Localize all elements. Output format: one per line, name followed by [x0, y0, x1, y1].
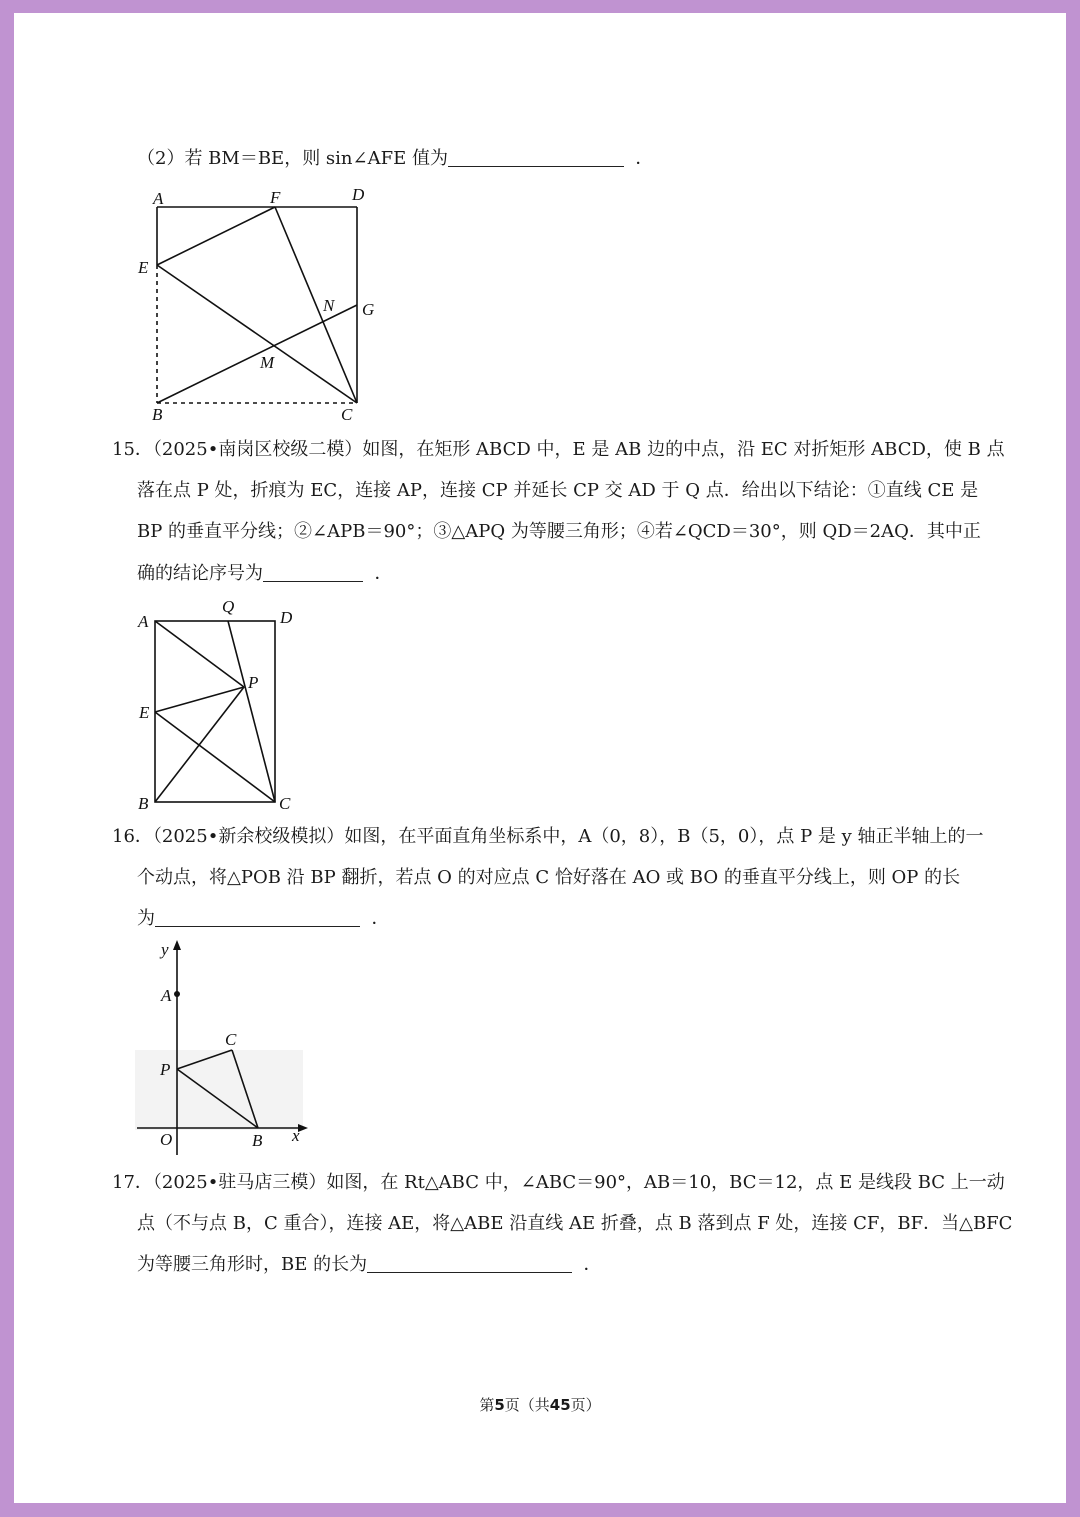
q16-period: ． — [371, 908, 390, 929]
label-A: A — [138, 612, 149, 631]
q17-line1: 17．（2025•驻马店三模）如图，在 Rt△ABC 中，∠ABC＝90°，AB＝10，BC＝12，点 E 是线段 BC 上一动 — [112, 1172, 1005, 1193]
label-C: C — [341, 405, 353, 424]
q15-line4-text: 确的结论序号为 — [137, 563, 263, 584]
q16-line3-text: 为 — [137, 908, 155, 929]
label-P: P — [248, 673, 259, 692]
label-y: y — [161, 940, 169, 959]
q16-line1: 16．（2025•新余校级模拟）如图，在平面直角坐标系中，A（0，8），B（5，0），点 P 是 y 轴正半轴上的一 — [112, 826, 984, 847]
page-number: 5 — [494, 1396, 505, 1414]
total-pages: 45 — [549, 1396, 571, 1414]
label-C: C — [225, 1030, 237, 1049]
q17-line3 — [137, 1253, 602, 1277]
q15-line1: 15．（2025•南岗区校级二模）如图，在矩形 ABCD 中，E 是 AB 边的中点，沿 EC 对折矩形 ABCD，使 B 点 — [112, 439, 1005, 460]
label-B: B — [252, 1131, 263, 1150]
q15-line3: BP 的垂直平分线；②∠APB＝90°；③△APQ 为等腰三角形；④若∠QCD＝30°，则 QD＝2AQ．其中正 — [137, 521, 981, 542]
q17-line2: 点（不与点 B，C 重合），连接 AE，将△ABE 沿直线 AE 折叠，点 B 落到点 F 处，连接 CF，BF．当△BFC — [137, 1213, 1013, 1234]
q16-line2: 个动点，将△POB 沿 BP 翻折，若点 O 的对应点 C 恰好落在 AO 或 BO 的垂直平分线上，则 OP 的长 — [137, 867, 961, 888]
label-A: A — [153, 189, 164, 208]
page-footer — [0, 1394, 1080, 1415]
q17-period: ． — [583, 1254, 602, 1275]
label-C: C — [279, 794, 291, 813]
y-axis-arrow — [173, 940, 181, 950]
label-E: E — [138, 258, 149, 277]
label-F: F — [270, 188, 281, 207]
label-G: G — [362, 300, 375, 319]
footer-middle: 页（共 — [504, 1396, 550, 1414]
label-x: x — [292, 1126, 300, 1145]
footer-prefix: 第 — [479, 1396, 495, 1414]
footer-suffix: 页） — [570, 1396, 601, 1414]
answer-blank-q17[interactable] — [367, 1254, 572, 1273]
label-Q: Q — [222, 597, 235, 616]
label-D: D — [280, 608, 293, 627]
label-N: N — [323, 296, 335, 315]
q15-period: ． — [374, 563, 393, 584]
label-P: P — [160, 1060, 171, 1079]
label-O: O — [160, 1130, 173, 1149]
q14-period: ． — [635, 148, 654, 169]
label-B: B — [152, 405, 163, 424]
label-M: M — [260, 353, 275, 372]
label-E: E — [139, 703, 150, 722]
q14-part2-text: （2）若 BM＝BE，则 sin∠AFE 值为 — [137, 148, 448, 169]
q17-line3-text: 为等腰三角形时，BE 的长为 — [137, 1254, 368, 1275]
label-A: A — [161, 986, 172, 1005]
point-A — [174, 991, 180, 997]
label-D: D — [352, 185, 365, 204]
q15-line2: 落在点 P 处，折痕为 EC，连接 AP，连接 CP 并延长 CP 交 AD 于 Q 点．给出以下结论：①直线 CE 是 — [137, 480, 979, 501]
label-B: B — [138, 794, 149, 813]
